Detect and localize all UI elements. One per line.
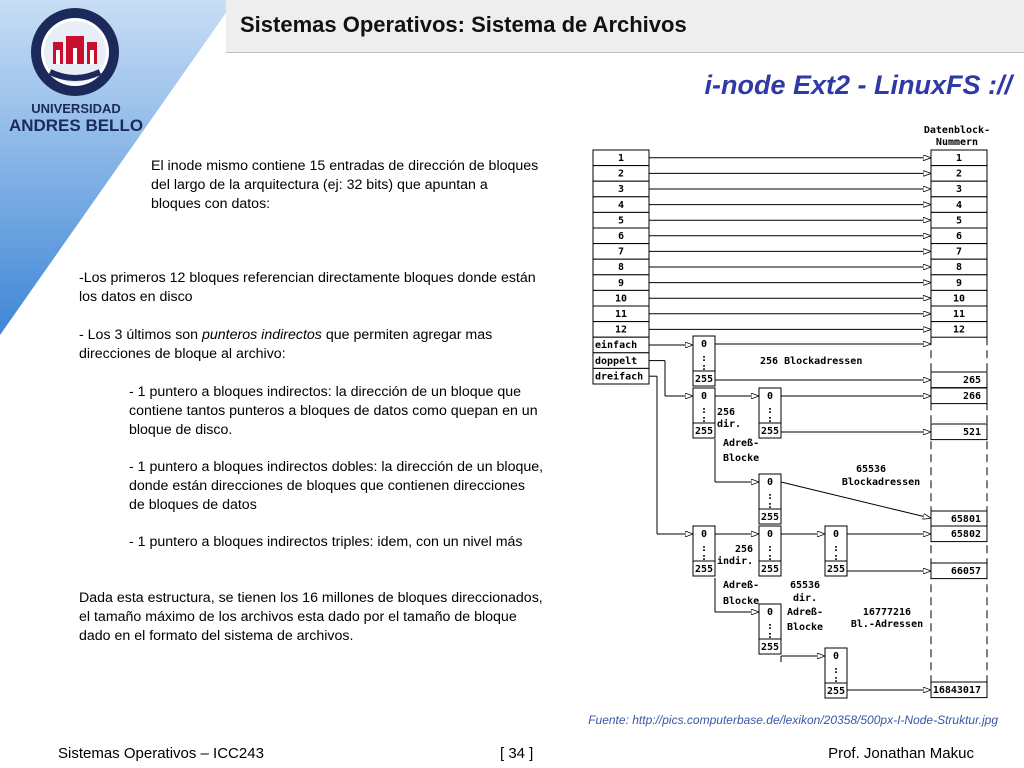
index-dots: : — [766, 491, 774, 502]
diagram-header: Nummern — [935, 137, 979, 148]
data-block-label: 266 — [962, 391, 981, 402]
data-block-label: 16843017 — [932, 685, 981, 696]
index-dots: : — [766, 500, 774, 511]
index-dots: : — [700, 543, 708, 554]
p2-pre: - Los 3 últimos son — [79, 327, 203, 343]
diagram-header: Datenblock- — [923, 125, 991, 136]
label-adress: Adreß- — [723, 580, 760, 591]
index-dots: : — [766, 621, 774, 632]
inode-entry-label: doppelt — [595, 355, 638, 367]
inode-entry-label: 8 — [617, 262, 625, 274]
index-dots: : — [700, 552, 708, 563]
data-block-label: 3 — [955, 184, 963, 196]
data-block-label: 521 — [962, 427, 981, 438]
intro-paragraph: El inode mismo contiene 15 entradas de dirección de bloques del largo de la arquitectura (ej: 32 bits) que apuntan a bloques con datos: — [151, 158, 539, 212]
index-label: 0 — [766, 607, 774, 618]
page-title: Sistemas Operativos: Sistema de Archivos — [240, 12, 687, 37]
index-label: 0 — [700, 391, 708, 402]
data-block-label: 4 — [955, 199, 963, 211]
label-256: 256 — [717, 407, 736, 418]
index-label: 0 — [766, 529, 774, 540]
inode-entry-label: 2 — [617, 168, 625, 180]
data-block-label: 11 — [952, 309, 966, 320]
bullet-triple-indirect: - 1 puntero a bloques indirectos triples: idem, con un nivel más — [129, 534, 523, 550]
data-block-label: 1 — [955, 153, 963, 164]
footer-page-number: [ 34 ] — [500, 745, 534, 762]
logo-line2: ANDRES BELLO — [8, 116, 144, 135]
footer-course: Sistemas Operativos – ICC243 — [58, 745, 264, 762]
label-adress: Adreß- — [723, 438, 760, 449]
index-label: 255 — [760, 426, 780, 437]
label-blocke: Blocke — [786, 622, 824, 633]
paragraph-direct-blocks: -Los primeros 12 bloques referencian directamente bloques donde están los datos en disco — [79, 270, 536, 305]
index-label: 255 — [760, 512, 780, 523]
bullet-single-indirect: - 1 puntero a bloques indirectos: la dirección de un bloque que contiene tantos punteros a bloques de datos como quepan en un bloque de disco. — [129, 384, 538, 438]
label-16777216: 16777216 — [862, 607, 912, 618]
data-block-label: 6 — [955, 231, 963, 242]
inode-entry-label: dreifach — [595, 371, 644, 383]
index-label: 0 — [700, 529, 708, 540]
paragraph-indirect — [79, 326, 544, 364]
page-subtitle: i-node Ext2 - LinuxFS :// — [704, 70, 1012, 100]
data-block-label: 8 — [955, 262, 963, 274]
index-label: 0 — [832, 529, 840, 540]
index-label: 255 — [694, 564, 714, 575]
inode-entry-label: einfach — [595, 340, 638, 352]
label-65536-blockadressen: Blockadressen — [841, 477, 921, 488]
index-label: 0 — [700, 339, 708, 350]
inode-entry-label: 4 — [617, 199, 625, 211]
inode-structure-diagram — [585, 118, 1005, 703]
data-block-label: 9 — [955, 277, 963, 289]
index-label: 0 — [766, 391, 774, 402]
index-dots: : — [766, 405, 774, 416]
index-dots: : — [700, 405, 708, 416]
index-label: 255 — [760, 564, 780, 575]
inode-entry-label: 12 — [614, 324, 628, 336]
label-bl-adressen: Bl.-Adressen — [850, 619, 924, 630]
inode-entry-label: 1 — [617, 153, 625, 164]
data-block-label: 10 — [952, 293, 966, 305]
data-block-label: 2 — [955, 168, 963, 180]
data-block-label: 12 — [952, 324, 966, 336]
inode-entry-label: 10 — [614, 293, 628, 305]
index-label: 255 — [760, 642, 780, 653]
data-block-label: 66057 — [950, 566, 981, 577]
label-dir: dir. — [792, 593, 818, 604]
index-dots: : — [766, 552, 774, 563]
p2-emphasis: punteros indirectos — [202, 327, 322, 343]
university-name — [6, 100, 146, 134]
label-indir: indir. — [717, 556, 754, 567]
image-source-caption: Fuente: http://pics.computerbase.de/lexikon/20358/500px-I-Node-Struktur.jpg — [588, 713, 998, 727]
inode-entry-label: 6 — [617, 231, 625, 242]
p2-post: que permiten agregar mas direcciones de bloque al archivo: — [79, 327, 493, 362]
data-block-label: 65802 — [950, 529, 981, 540]
data-block-label: 7 — [955, 246, 963, 258]
inode-entry-label: 9 — [617, 277, 625, 289]
index-dots: : — [700, 414, 708, 425]
logo-line1: UNIVERSIDAD — [31, 101, 121, 116]
index-label: 0 — [766, 477, 774, 488]
index-dots: : — [832, 674, 840, 685]
label-dir: dir. — [717, 419, 742, 430]
label-65536: 65536 — [855, 464, 887, 475]
index-label: 255 — [826, 564, 846, 575]
index-label: 255 — [694, 426, 714, 437]
bullet-double-indirect: - 1 puntero a bloques indirectos dobles: la dirección de un bloque, donde están direcciones de bloques que contienen direcciones de bloques de datos — [129, 459, 544, 513]
university-seal-logo — [30, 6, 120, 98]
inode-entry-label: 7 — [617, 246, 625, 258]
data-block-label: 265 — [962, 375, 981, 386]
index-dots: : — [832, 665, 840, 676]
index-label: 255 — [826, 686, 846, 697]
data-block-label: 65801 — [950, 514, 981, 525]
inode-entry-label: 3 — [617, 184, 625, 196]
index-label: 0 — [832, 651, 840, 662]
data-block-label: 5 — [955, 215, 963, 227]
conclusion-paragraph: Dada esta estructura, se tienen los 16 millones de bloques direccionados, el tamaño máximo de los archivos esta dado por el tamaño de bloque dado en el formato del sistema de archivos. — [79, 590, 543, 644]
inode-entry-label: 11 — [614, 309, 628, 320]
label-256: 256 — [735, 544, 754, 555]
footer-author: Prof. Jonathan Makuc — [828, 745, 974, 762]
index-label: 255 — [694, 374, 714, 385]
index-dots: : — [766, 630, 774, 641]
label-adress: Adreß- — [786, 607, 824, 618]
index-dots: : — [700, 362, 708, 373]
label-blocke: Blocke — [723, 453, 760, 464]
index-dots: : — [766, 414, 774, 425]
inode-entry-label: 5 — [617, 215, 625, 227]
index-dots: : — [700, 353, 708, 364]
label-256-blockadressen: 256 Blockadressen — [760, 356, 863, 367]
index-dots: : — [832, 543, 840, 554]
label-65536: 65536 — [789, 580, 821, 591]
index-dots: : — [766, 543, 774, 554]
index-dots: : — [832, 552, 840, 563]
label-blocke: Blocke — [723, 596, 760, 607]
